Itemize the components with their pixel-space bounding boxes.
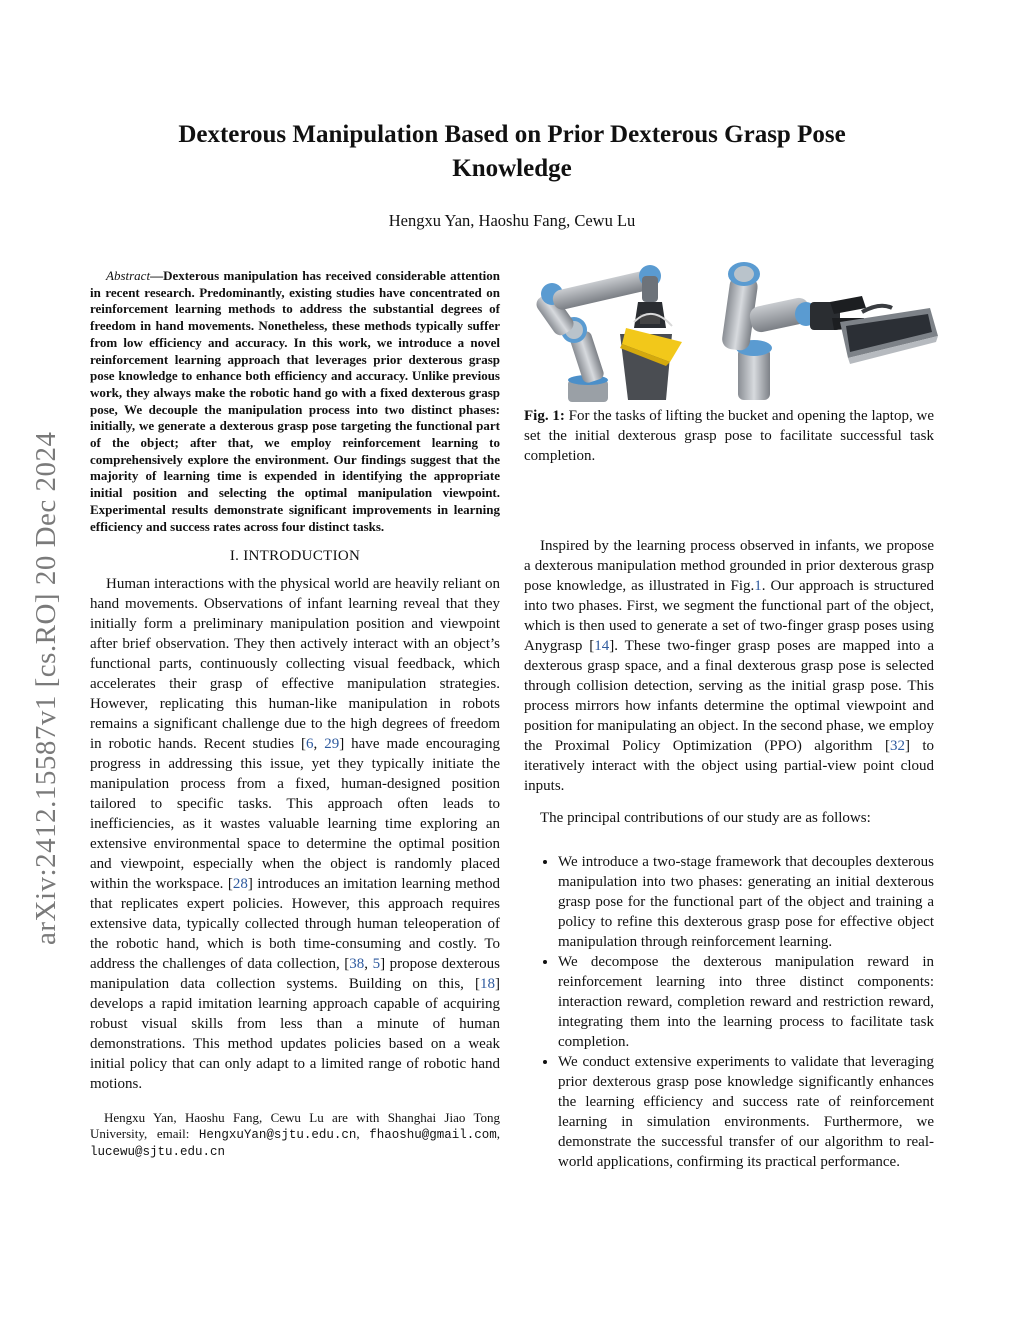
intro-paragraph: Human interactions with the physical world are heavily reliant on hand movements. Observations of infant learning reveal that they initially form a preliminary manipulation position and viewpoint after brief observation. They then actively interact with an object’s functional parts, continuously collecting visual feedback, which accelerates their grasp of effective manipulation strategies. However, replicating this human-like manipulation in robots remains a significant challenge due to the high degrees of freedom in robotic hands. Recent studies [6, 29] have made encouraging progress in addressing this issue, yet they typically initiate the manipulation process from a fixed, human-designed position tailored to specific tasks. This approach often leads to inefficiencies, as it wastes valuable learning time exploring an extensive environmental space to determine the optimal position and viewpoint, especially when the object is randomly placed within the workspace. [28] introduces an imitation learning method that replicates expert policies. However, this approach requires extensive data, typically collected through human teleoperation of the robotic hand, which is both time-consuming and costly. To address the challenges of data collection, [38, 5] propose dexterous manipulation data collection systems. Building on this, [18] develops a rapid imitation learning approach capable of acquiring robust visual skills from less than a minute of human demonstrations. This method updates policies based on a weak initial policy that can only adapt to a limited range of robotic hand motions. (90, 576, 501, 1093)
approach-text: ] to iteratively interact with the object using partial-view point cloud inputs. (524, 738, 934, 794)
abstract-label: Abstract (106, 268, 151, 283)
email-link[interactable]: fhaoshu@gmail.com (369, 1128, 497, 1143)
email-separator: , (496, 1126, 501, 1142)
right-column (524, 536, 934, 1172)
contribution-item: • We conduct extensive experiments to validate that leveraging prior dexterous grasp pose knowledge significantly enhances the learning efficiency and success rate of reinforcement learning in simulation environments. Furthermore, we demonstrate the successful transfer of our algorithm to real-world applications, confirming its practical performance. (558, 1052, 934, 1172)
email-link[interactable]: HengxuYan@sjtu.edu.cn (198, 1128, 357, 1143)
contribution-item: • We introduce a two-stage framework that decouples dexterous manipulation into two phases: generating an initial dexterous grasp pose for the functional part of the object and training a policy to refine this dexterous grasp pose for effective object manipulation through reinforcement learning. (558, 852, 934, 952)
citation-link[interactable]: 14 (594, 638, 610, 654)
citation-link[interactable]: 38 (349, 956, 365, 973)
contributions-list (524, 852, 934, 1172)
author-list: Hengxu Yan, Haoshu Fang, Cewu Lu (388, 211, 636, 230)
intro-text: ] develops a rapid imitation learning approach capable of acquiring robust visual skills from less than a minute of human demonstrations. This method updates policies based on a weak initial policy that can only adapt to a limited range of robotic hand motions. (90, 976, 500, 1093)
author-affiliation-footnote (90, 1110, 500, 1160)
arxiv-watermark: arXiv:2412.15587v1 [cs.RO] 20 Dec 2024 (30, 431, 62, 945)
figure-ref-link[interactable]: 1 (754, 578, 762, 594)
contributions-intro: The principal contributions of our study are as follows: (540, 810, 871, 826)
intro-text: ] have made encouraging progress in addressing this issue, yet they typically initiate the manipulation process from a fixed, human-designed position tailored to specific tasks. This approach often leads to inefficiencies, as it wastes valuable learning time exploring an extensive environmental space to determine the optimal position and viewpoint, especially when the object is randomly placed within the workspace. (90, 736, 501, 893)
abstract (90, 268, 500, 535)
email-separator: , (356, 1126, 370, 1142)
citation-separator: , (364, 956, 373, 973)
figure-caption (524, 406, 934, 466)
approach-text: . Our approach is structured into two phases. First, we segment the functional part of the object, which is then used to generate a set of two-finger grasp poses using Anygrasp [ (524, 578, 935, 654)
section-heading-introduction: I. INTRODUCTION (229, 548, 361, 565)
left-column (90, 268, 500, 1160)
citation-link[interactable]: 6 (306, 736, 314, 753)
footnote-text: Hengxu Yan, Haoshu Fang, Cewu Lu are with Shanghai Jiao Tong University, email: (90, 1110, 500, 1142)
citation-link[interactable]: 28 (232, 876, 248, 893)
contribution-item: • We decompose the dexterous manipulation reward in reinforcement learning into three distinct components: interaction reward, completion reward and restriction reward, integrating them into the learning process to facilitate task completion. (558, 952, 934, 1052)
approach-paragraph (524, 536, 934, 796)
figure-caption-text: For the tasks of lifting the bucket and opening the laptop, we set the initial dexterous grasp pose to facilitate successful task completion. (524, 408, 935, 464)
abstract-dash: — (150, 268, 164, 283)
figure-robot-arms (530, 262, 940, 404)
approach-text: ]. These two-finger grasp poses are mapped into a dexterous grasp space, and a final dexterous grasp pose is selected through collision detection, serving as the initial grasp pose. This process mirrors how infants determine the optimal viewpoint and position for manipulating an object. In the second phase, we employ the Proximal Policy Optimization (PPO) algorithm [ (524, 638, 934, 754)
robot-arm-bucket-scene (533, 265, 682, 402)
citation-link[interactable]: 29 (324, 736, 340, 753)
intro-text: ] introduces an imitation learning method that replicates expert policies. However, this approach requires extensive data, typically collected through human teleoperation of the robotic hand, which is both time-consuming and costly. To address the challenges of data collection, (90, 876, 500, 973)
citation-link[interactable]: 5 (372, 956, 381, 973)
citation-link[interactable]: 18 (480, 976, 495, 993)
robot-arm-illustration (530, 262, 940, 404)
figure-label: Fig. 1: (524, 408, 565, 424)
approach-text: Inspired by the learning process observed in infants, we propose a dexterous manipulation method grounded in prior dexterous grasp pose knowledge, as illustrated in Fig. (524, 538, 934, 594)
intro-text: Human interactions with the physical world are heavily reliant on hand movements. Observations of infant learning reveal that they initially form a preliminary manipulation position and viewpoint after brief observation. They then actively interact with an object’s functional parts, continuously collecting visual feedback, which accelerates their grasp of effective manipulation strategies. However, replicating this human-like manipulation in robots remains a significant challenge due to the high degrees of freedom in robotic hands. Recent studies (90, 576, 500, 753)
email-link[interactable]: lucewu@sjtu.edu.cn (90, 1145, 226, 1160)
citation-link[interactable]: 32 (889, 738, 905, 754)
paper-title: Dexterous Manipulation Based on Prior Dexterous Grasp Pose Knowledge (178, 121, 846, 182)
robot-arm-laptop-scene (721, 262, 938, 400)
citation-separator: , (313, 736, 325, 753)
abstract-text: Dexterous manipulation has received considerable attention in recent research. Predominantly, existing studies have concentrated on reinforcement learning methods to address the substantial degrees of freedom in hand movements. Nonetheless, these methods typically suffer from low efficiency and accuracy. In this work, we introduce a novel reinforcement learning approach that leverages prior dexterous grasp pose knowledge to enhance both efficiency and accuracy. Unlike previous work, they always make the robotic hand go with a fixed dexterous grasp pose, We decouple the manipulation process into two distinct phases: initially, we generate a dexterous grasp pose targeting the functional part of the object; after that, we employ reinforcement learning to comprehensively explore the environment. Our findings suggest that the majority of learning time is expended in identifying the appropriate initial position and selecting the optimal manipulation viewpoint. Experimental results demonstrate significant improvements in learning efficiency and success rates across four distinct tasks. (90, 268, 500, 534)
intro-text: ] propose dexterous manipulation data collection systems. Building on this, (90, 956, 500, 993)
